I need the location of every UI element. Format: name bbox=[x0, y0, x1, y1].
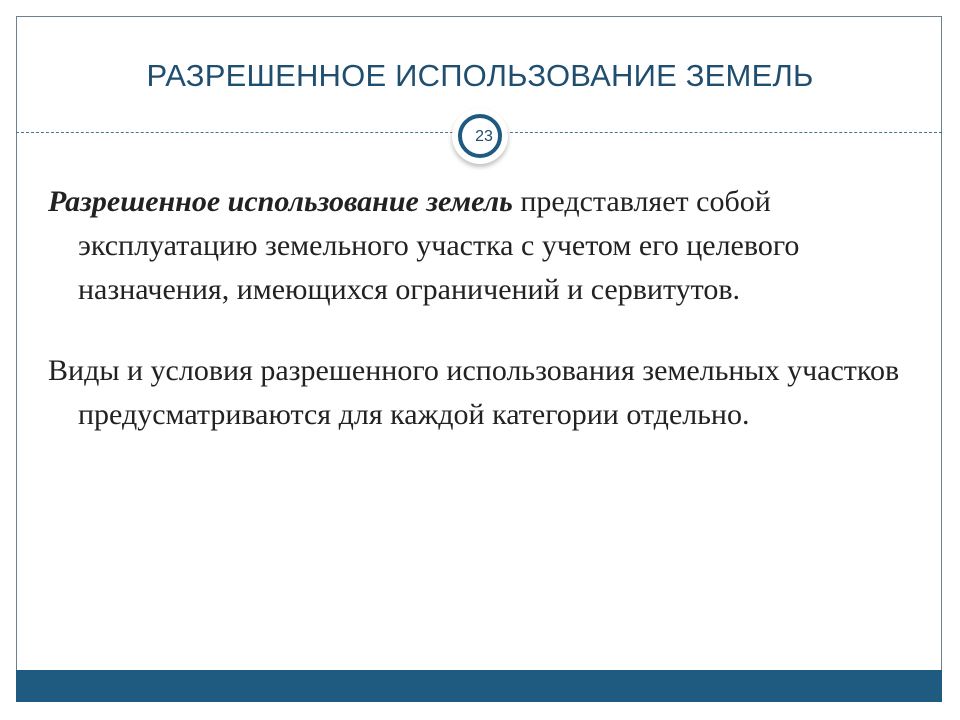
page-number-ring bbox=[458, 114, 502, 158]
footer-band bbox=[16, 670, 942, 702]
types-text: Виды и условия разрешенного использования земельных участков предусматриваются для каждой категории отдельно. bbox=[48, 354, 900, 431]
definition-term: Разрешенное использование земель bbox=[48, 185, 513, 218]
paragraph-definition bbox=[48, 180, 908, 312]
slide-title: РАЗРЕШЕННОЕ ИСПОЛЬЗОВАНИЕ ЗЕМЕЛЬ bbox=[146, 58, 814, 93]
paragraph-types bbox=[48, 349, 908, 437]
definition-text: представляет собой эксплуатацию земельного участка с учетом его целевого назначения, имеющихся ограничений и сервитутов. bbox=[78, 185, 800, 306]
page-number-badge bbox=[452, 108, 508, 164]
page-number: 23 bbox=[475, 128, 493, 145]
slide-content bbox=[48, 180, 908, 474]
